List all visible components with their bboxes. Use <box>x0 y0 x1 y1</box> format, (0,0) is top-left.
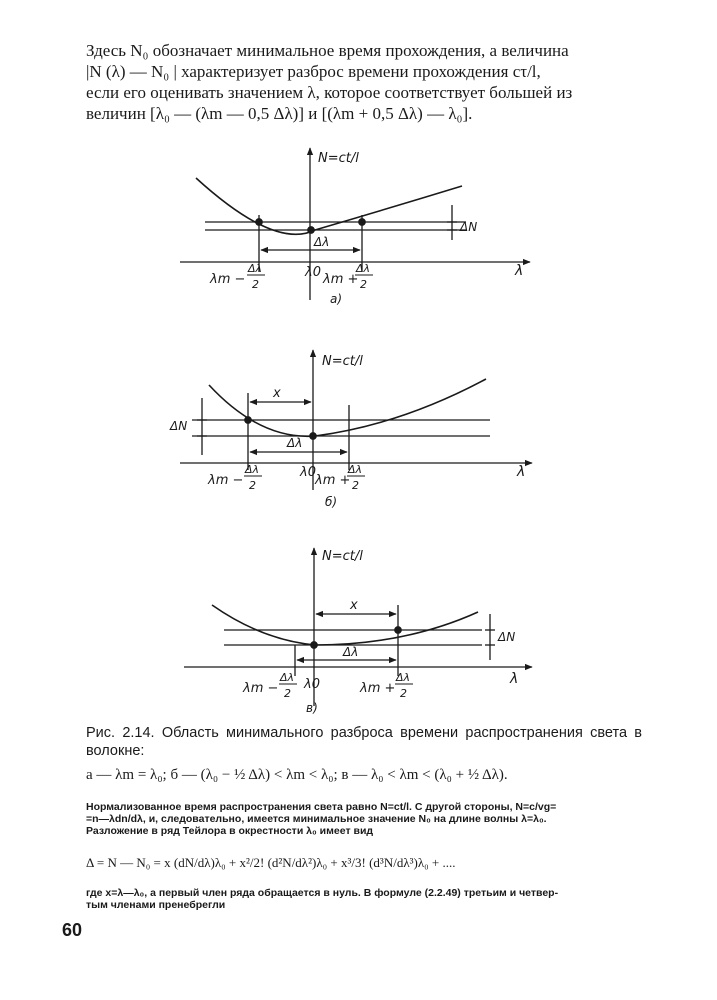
note-line-3: Разложение в ряд Тейлора в окрестности λ₀ имеет вид <box>86 825 374 837</box>
figure-b-left-frac-num: Δλ <box>245 463 260 476</box>
figure-a-lambda0: λ0 <box>305 265 321 280</box>
figure-b-left-frac-den: 2 <box>249 479 256 492</box>
normalization-note <box>86 801 642 837</box>
figure-c-curve <box>212 605 478 645</box>
figure-a-right-frac-num: Δλ <box>356 262 371 275</box>
footnote <box>86 887 642 911</box>
figure-c-x-label: x <box>350 598 358 613</box>
figure-a-left-lambda: λm − <box>210 272 246 287</box>
figure-c-right-frac-num: Δλ <box>396 671 411 684</box>
figure-c-axis-y-label: N=ct/l <box>322 549 363 564</box>
figure-b-lambda0: λ0 <box>300 465 316 480</box>
figure-a-right-lambda: λm + <box>323 272 359 287</box>
figure-c-axis-x-label: λ <box>510 671 519 687</box>
taylor-formula: Δ = N — N₀ = x (dN/dλ)λ₀ + x²/2! (d²N/dλ²)λ₀ + x³/3! (d³N/dλ³)λ₀ + .... <box>86 855 456 870</box>
figure-b-right-lambda: λm + <box>315 473 351 488</box>
figure-a-delta-lambda-label: Δλ <box>314 235 330 249</box>
figure-c-right-lambda: λm + <box>360 681 396 696</box>
paragraph-line-1: Здесь N₀ обозначает минимальное время прохождения, а величина <box>86 41 569 60</box>
page-number: 60 <box>62 920 83 940</box>
figure-b-label: б) <box>325 495 338 509</box>
paragraph-line-3: если его оценивать значением λ, которое соответствует большей из <box>86 83 573 102</box>
figure-caption: Рис. 2.14. Область минимального разброса времени распространения света в волокне: <box>86 725 642 759</box>
paragraph-line-2: |N (λ) — N₀ | характеризует разброс времени прохождения cτ/l, <box>86 62 541 81</box>
figure-b-delta-n-label: ΔN <box>170 419 188 433</box>
figure-c-label: в) <box>306 701 318 715</box>
figure-a-right-frac-den: 2 <box>360 278 367 291</box>
figure-a-curve <box>196 178 462 234</box>
paragraph-line-4: величин [λ₀ — (λm — 0,5 Δλ)] и [(λm + 0,5 Δλ) — λ₀]. <box>86 104 473 123</box>
figure-c-left-lambda: λm − <box>243 681 279 696</box>
figure-b-axis-x-label: λ <box>517 464 526 480</box>
figure-c-left-frac-num: Δλ <box>280 671 295 684</box>
figure-c-delta-lambda-label: Δλ <box>343 645 359 659</box>
figure-a-delta-n-label: ΔN <box>460 220 478 234</box>
figure-c-left-frac-den: 2 <box>284 687 291 700</box>
figure-b-x-label: x <box>273 386 281 401</box>
figure-b-right-frac-num: Δλ <box>348 463 363 476</box>
note-line-1: Нормализованное время распространения света равно N=ct/l. С другой стороны, N=c/vg= <box>86 801 557 813</box>
figure-b-curve <box>209 379 486 436</box>
figure-a-left-frac-num: Δλ <box>248 262 263 275</box>
footnote-line-2: тым членами пренебрегли <box>86 899 226 911</box>
cases-formula: а — λm = λ₀; б — (λ₀ − ½ Δλ) < λm < λ₀; в — λ₀ < λm < (λ₀ + ½ Δλ). <box>86 767 508 783</box>
figure-c <box>184 548 532 706</box>
figure-a-axis-x-label: λ <box>515 263 524 279</box>
figure-b-left-lambda: λm − <box>208 473 244 488</box>
footnote-line-1: где x=λ—λ₀, а первый член ряда обращается в нуль. В формуле (2.2.49) третьим и четвер- <box>86 887 559 899</box>
note-line-2: =n—λdn/dλ, и, следовательно, имеется минимальное значение N₀ на длине волны λ=λ₀. <box>86 813 547 825</box>
figure-b-right-frac-den: 2 <box>352 479 359 492</box>
figure-c-delta-n-label: ΔN <box>498 630 516 644</box>
figure-c-lambda0: λ0 <box>304 677 320 692</box>
figure-b-axis-y-label: N=ct/l <box>322 354 363 369</box>
figure-a-left-frac-den: 2 <box>252 278 259 291</box>
figure-b-delta-lambda-label: Δλ <box>287 436 303 450</box>
figure-c-right-frac-den: 2 <box>400 687 407 700</box>
figure-a-axis-y-label: N=ct/l <box>318 151 359 166</box>
figure-a-label: a) <box>330 292 343 306</box>
